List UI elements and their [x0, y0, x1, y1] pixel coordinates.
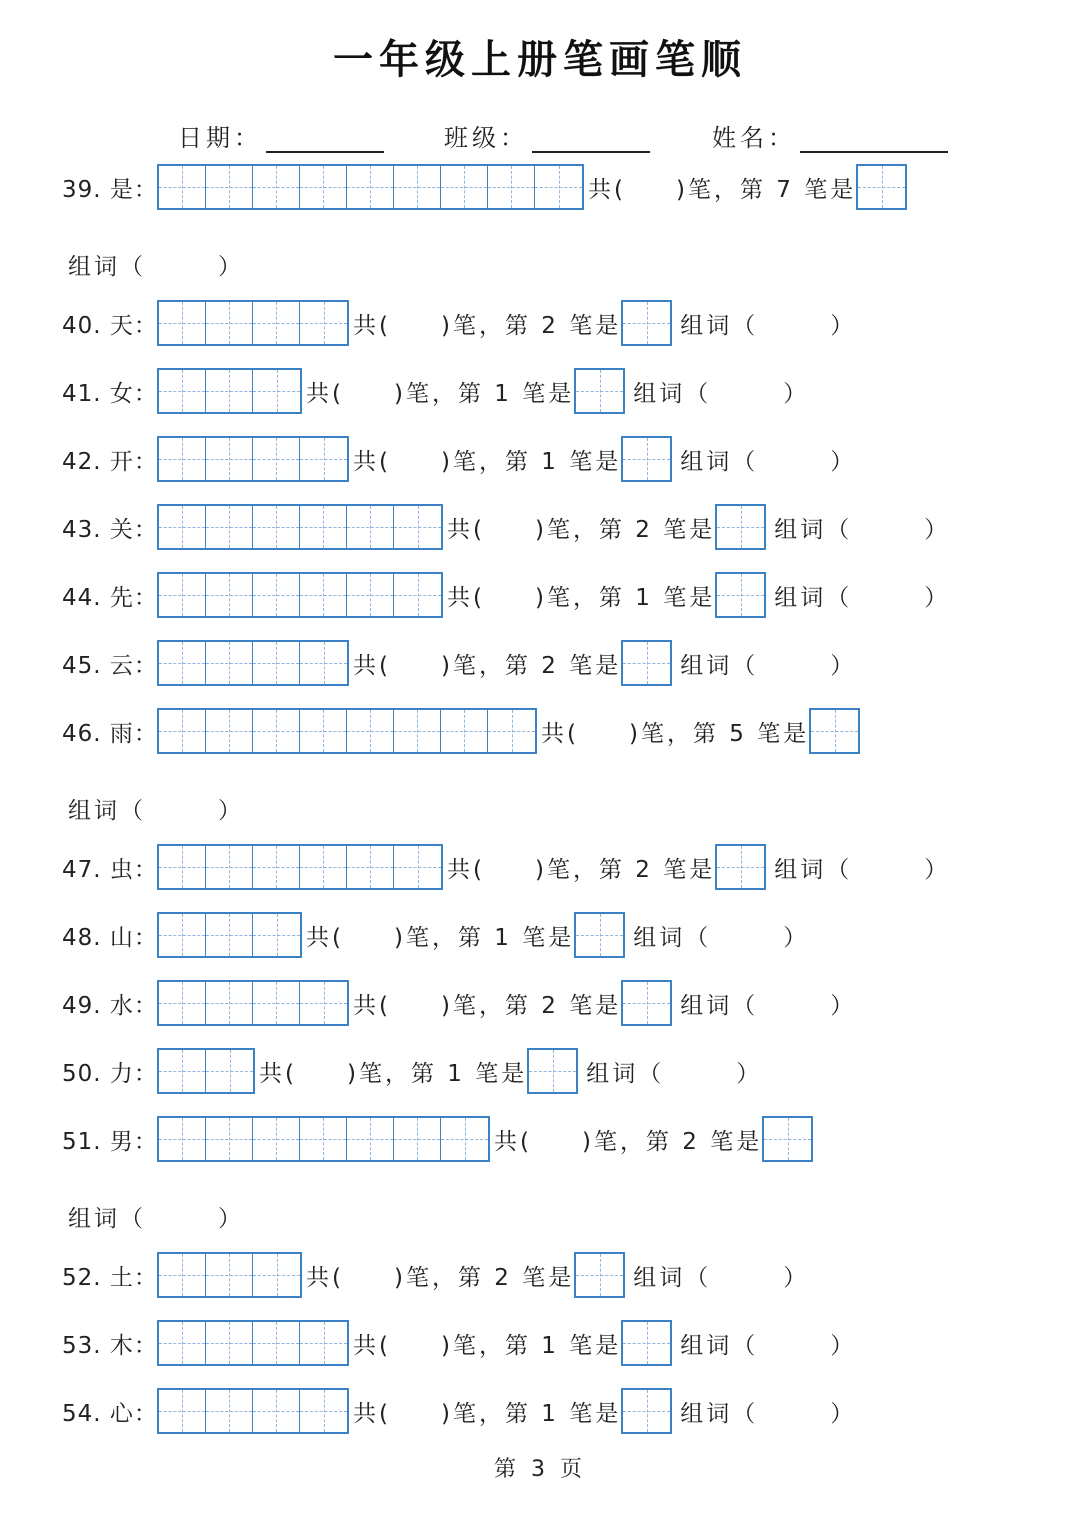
class-blank[interactable] — [532, 125, 650, 153]
exercise-row — [62, 1250, 809, 1300]
writing-cell[interactable] — [394, 166, 441, 208]
writing-cell[interactable] — [253, 166, 300, 208]
stroke-count-prompt: 共( )笔，第 1 笔是 — [447, 584, 716, 611]
stroke-count-prompt: 共( )笔，第 2 笔是 — [494, 1128, 763, 1155]
stroke-order-grid — [157, 436, 349, 482]
answer-stroke-box — [527, 1048, 578, 1094]
writing-cell[interactable] — [159, 982, 206, 1024]
stroke-order-grid — [157, 708, 537, 754]
stroke-order-grid — [157, 844, 443, 890]
stroke-count-prompt: 共( )笔，第 1 笔是 — [306, 924, 575, 951]
date-label: 日期： — [178, 124, 262, 152]
writing-cell[interactable] — [159, 1050, 206, 1092]
name-blank[interactable] — [800, 125, 948, 153]
writing-cell[interactable] — [206, 302, 253, 344]
writing-cell[interactable] — [717, 506, 764, 548]
exercise-number: 54. 心： — [62, 1400, 158, 1427]
writing-cell[interactable] — [206, 438, 253, 480]
exercise-number: 40. 天： — [62, 312, 158, 339]
writing-cell[interactable] — [159, 506, 206, 548]
answer-stroke-box — [621, 1388, 672, 1434]
stroke-count-prompt: 共( )笔，第 1 笔是 — [353, 448, 622, 475]
writing-cell[interactable] — [159, 302, 206, 344]
exercise-number: 41. 女： — [62, 380, 158, 407]
exercise-row — [62, 1046, 762, 1096]
word-prompt: 组词（ ） — [680, 992, 857, 1019]
stroke-count-prompt: 共( )笔，第 2 笔是 — [447, 856, 716, 883]
writing-cell[interactable] — [441, 166, 488, 208]
writing-cell[interactable] — [206, 1322, 253, 1364]
answer-stroke-box — [621, 300, 672, 346]
exercise-row — [62, 638, 856, 688]
writing-cell[interactable] — [394, 574, 441, 616]
word-prompt: 组词（ ） — [680, 1332, 857, 1359]
writing-cell[interactable] — [347, 166, 394, 208]
writing-cell[interactable] — [441, 710, 488, 752]
exercise-row — [62, 842, 950, 892]
writing-cell[interactable] — [394, 506, 441, 548]
writing-cell[interactable] — [441, 1118, 488, 1160]
word-prompt: 组词（ ） — [633, 924, 810, 951]
exercise-number: 50. 力： — [62, 1060, 158, 1087]
writing-cell[interactable] — [159, 914, 206, 956]
stroke-count-prompt: 共( )笔，第 1 笔是 — [259, 1060, 528, 1087]
writing-cell[interactable] — [576, 1254, 623, 1296]
stroke-order-grid — [157, 912, 302, 958]
exercise-number: 46. 雨： — [62, 720, 158, 747]
writing-cell[interactable] — [206, 1050, 253, 1092]
writing-cell[interactable] — [159, 166, 206, 208]
writing-cell[interactable] — [159, 370, 206, 412]
writing-cell[interactable] — [529, 1050, 576, 1092]
writing-cell[interactable] — [623, 1390, 670, 1432]
writing-cell[interactable] — [159, 574, 206, 616]
writing-cell[interactable] — [623, 1322, 670, 1364]
writing-cell[interactable] — [347, 1118, 394, 1160]
exercise-number: 47. 虫： — [62, 856, 158, 883]
writing-cell[interactable] — [206, 506, 253, 548]
stroke-count-prompt: 共( )笔，第 5 笔是 — [541, 720, 810, 747]
class-label: 班级： — [444, 124, 528, 152]
word-prompt: 组词（ ） — [774, 516, 951, 543]
writing-cell[interactable] — [206, 166, 253, 208]
writing-cell[interactable] — [159, 438, 206, 480]
date-field — [178, 118, 384, 153]
exercise-number: 43. 关： — [62, 516, 158, 543]
exercise-number: 52. 土： — [62, 1264, 158, 1291]
stroke-order-grid — [157, 1252, 302, 1298]
writing-cell[interactable] — [300, 166, 347, 208]
writing-cell[interactable] — [253, 1322, 300, 1364]
writing-cell[interactable] — [811, 710, 858, 752]
exercise-number: 42. 开： — [62, 448, 158, 475]
answer-stroke-box — [574, 368, 625, 414]
exercise-row — [62, 1386, 856, 1436]
writing-cell[interactable] — [764, 1118, 811, 1160]
writing-cell[interactable] — [300, 506, 347, 548]
stroke-count-prompt: 共( )笔，第 1 笔是 — [353, 1332, 622, 1359]
writing-cell[interactable] — [253, 710, 300, 752]
writing-cell[interactable] — [488, 166, 535, 208]
writing-cell[interactable] — [717, 846, 764, 888]
writing-cell[interactable] — [394, 710, 441, 752]
class-field — [444, 118, 650, 153]
stroke-count-prompt: 共( )笔，第 2 笔是 — [353, 312, 622, 339]
stroke-order-grid — [157, 1048, 255, 1094]
exercise-number: 53. 木： — [62, 1332, 158, 1359]
writing-cell[interactable] — [300, 846, 347, 888]
exercise-number: 45. 云： — [62, 652, 158, 679]
stroke-order-grid — [157, 1320, 349, 1366]
writing-cell[interactable] — [206, 370, 253, 412]
stroke-count-prompt: 共( )笔，第 2 笔是 — [353, 992, 622, 1019]
word-prompt: 组词（ ） — [680, 312, 857, 339]
writing-cell[interactable] — [253, 1254, 300, 1296]
word-prompt: 组词（ ） — [633, 380, 810, 407]
stroke-count-prompt: 共( )笔，第 2 笔是 — [447, 516, 716, 543]
word-prompt: 组词（ ） — [633, 1264, 810, 1291]
writing-cell[interactable] — [253, 642, 300, 684]
exercise-row — [62, 298, 856, 348]
exercise-number: 51. 男： — [62, 1128, 158, 1155]
writing-cell[interactable] — [300, 710, 347, 752]
exercise-row — [62, 978, 856, 1028]
exercise-number: 49. 水： — [62, 992, 158, 1019]
writing-cell[interactable] — [300, 1322, 347, 1364]
word-prompt: 组词（ ） — [68, 254, 244, 280]
answer-stroke-box — [715, 572, 766, 618]
stroke-count-prompt: 共( )笔，第 1 笔是 — [353, 1400, 622, 1427]
word-prompt: 组词（ ） — [586, 1060, 763, 1087]
writing-cell[interactable] — [253, 1118, 300, 1160]
writing-cell[interactable] — [394, 846, 441, 888]
writing-cell[interactable] — [623, 982, 670, 1024]
word-prompt: 组词（ ） — [774, 856, 951, 883]
writing-cell[interactable] — [253, 370, 300, 412]
answer-stroke-box — [621, 436, 672, 482]
word-prompt: 组词（ ） — [774, 584, 951, 611]
writing-cell[interactable] — [206, 642, 253, 684]
writing-cell[interactable] — [253, 982, 300, 1024]
writing-cell[interactable] — [623, 302, 670, 344]
writing-cell[interactable] — [347, 574, 394, 616]
writing-cell[interactable] — [300, 982, 347, 1024]
exercise-row — [62, 502, 950, 552]
writing-cell[interactable] — [159, 710, 206, 752]
stroke-order-grid — [157, 640, 349, 686]
stroke-count-prompt: 共( )笔，第 1 笔是 — [306, 380, 575, 407]
writing-cell[interactable] — [159, 1254, 206, 1296]
stroke-order-grid — [157, 1116, 490, 1162]
answer-stroke-box — [621, 980, 672, 1026]
answer-stroke-box — [809, 708, 860, 754]
exercise-row — [62, 1318, 856, 1368]
answer-stroke-box — [715, 504, 766, 550]
writing-cell[interactable] — [253, 302, 300, 344]
writing-cell[interactable] — [300, 1390, 347, 1432]
writing-cell[interactable] — [394, 1118, 441, 1160]
stroke-count-prompt: 共( )笔，第 7 笔是 — [588, 176, 857, 203]
answer-stroke-box — [762, 1116, 813, 1162]
exercise-row — [62, 1114, 813, 1164]
stroke-count-prompt: 共( )笔，第 2 笔是 — [306, 1264, 575, 1291]
writing-cell[interactable] — [300, 1118, 347, 1160]
answer-stroke-box — [621, 640, 672, 686]
date-blank[interactable] — [266, 125, 384, 153]
writing-cell[interactable] — [576, 914, 623, 956]
answer-stroke-box — [574, 912, 625, 958]
writing-cell[interactable] — [253, 1390, 300, 1432]
writing-cell[interactable] — [300, 302, 347, 344]
word-prompt: 组词（ ） — [68, 1206, 244, 1232]
exercise-number: 39. 是： — [62, 176, 158, 203]
writing-cell[interactable] — [576, 370, 623, 412]
writing-cell[interactable] — [159, 642, 206, 684]
word-prompt: 组词（ ） — [680, 1400, 857, 1427]
writing-cell[interactable] — [206, 1390, 253, 1432]
writing-cell[interactable] — [623, 438, 670, 480]
writing-cell[interactable] — [347, 846, 394, 888]
exercise-row — [62, 910, 809, 960]
exercise-row — [62, 570, 950, 620]
writing-cell[interactable] — [347, 710, 394, 752]
exercise-row — [62, 434, 856, 484]
exercise-row — [62, 706, 860, 756]
writing-cell[interactable] — [300, 438, 347, 480]
writing-cell[interactable] — [347, 506, 394, 548]
name-field — [712, 118, 948, 153]
answer-stroke-box — [574, 1252, 625, 1298]
word-prompt: 组词（ ） — [68, 798, 244, 824]
writing-cell[interactable] — [159, 846, 206, 888]
stroke-order-grid — [157, 164, 584, 210]
writing-cell[interactable] — [300, 642, 347, 684]
exercise-number: 48. 山： — [62, 924, 158, 951]
answer-stroke-box — [856, 164, 907, 210]
stroke-order-grid — [157, 504, 443, 550]
word-prompt: 组词（ ） — [680, 652, 857, 679]
writing-cell[interactable] — [488, 710, 535, 752]
name-label: 姓名： — [712, 124, 796, 152]
writing-cell[interactable] — [253, 574, 300, 616]
writing-cell[interactable] — [159, 1322, 206, 1364]
writing-cell[interactable] — [253, 506, 300, 548]
page-number: 第 3 页 — [494, 1457, 586, 1482]
answer-stroke-box — [621, 1320, 672, 1366]
stroke-order-grid — [157, 572, 443, 618]
exercise-number: 44. 先： — [62, 584, 158, 611]
writing-cell[interactable] — [206, 574, 253, 616]
stroke-order-grid — [157, 300, 349, 346]
writing-cell[interactable] — [206, 710, 253, 752]
writing-cell[interactable] — [206, 1118, 253, 1160]
writing-cell[interactable] — [206, 846, 253, 888]
writing-cell[interactable] — [858, 166, 905, 208]
word-prompt: 组词（ ） — [680, 448, 857, 475]
writing-cell[interactable] — [253, 914, 300, 956]
writing-cell[interactable] — [206, 914, 253, 956]
writing-cell[interactable] — [253, 846, 300, 888]
stroke-order-grid — [157, 368, 302, 414]
answer-stroke-box — [715, 844, 766, 890]
writing-cell[interactable] — [535, 166, 582, 208]
writing-cell[interactable] — [159, 1390, 206, 1432]
writing-cell[interactable] — [253, 438, 300, 480]
writing-cell[interactable] — [159, 1118, 206, 1160]
exercise-row — [62, 366, 809, 416]
stroke-count-prompt: 共( )笔，第 2 笔是 — [353, 652, 622, 679]
exercise-row — [62, 162, 907, 212]
writing-cell[interactable] — [300, 574, 347, 616]
writing-cell[interactable] — [206, 982, 253, 1024]
writing-cell[interactable] — [206, 1254, 253, 1296]
writing-cell[interactable] — [717, 574, 764, 616]
stroke-order-grid — [157, 980, 349, 1026]
stroke-order-grid — [157, 1388, 349, 1434]
writing-cell[interactable] — [623, 642, 670, 684]
page-title: 一年级上册笔画笔顺 — [333, 36, 747, 83]
